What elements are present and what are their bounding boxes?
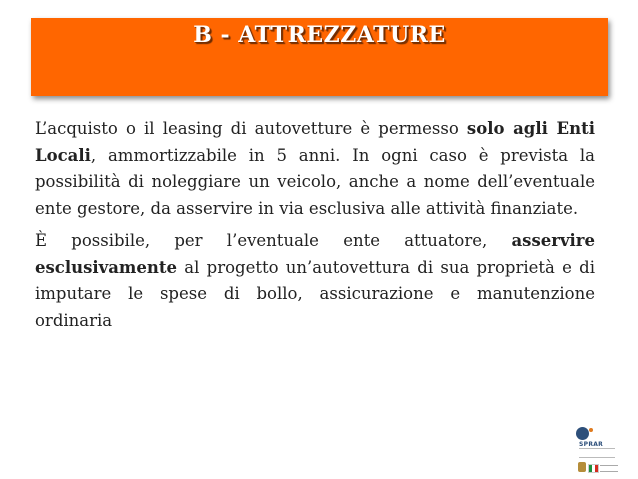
paragraph-2 (35, 228, 595, 334)
slide-title: B - ATTREZZATURE (193, 22, 446, 48)
logo-circle-icon (576, 427, 589, 440)
p1-text-1: L’acquisto o il leasing di autovetture è permesso (35, 119, 467, 138)
italian-flag-icon (588, 464, 599, 473)
sprar-logo (570, 425, 630, 475)
logo-name: SPRAR (579, 441, 604, 448)
p2-text-2: al progetto un’autovettura di sua proprietà e di imputare le spese di bollo, assicurazione e manutenzione ordinaria (35, 257, 595, 330)
logo-dot-icon (589, 428, 593, 432)
slide-body (35, 116, 595, 340)
p1-bold-1: solo agli Enti Locali (35, 119, 595, 165)
emblem-icon (578, 462, 586, 472)
title-banner (31, 18, 608, 96)
ministry-text-lines (600, 465, 618, 472)
paragraph-1 (35, 116, 595, 222)
p2-text-1: È possibile, per l’eventuale ente attuatore, (35, 231, 512, 250)
logo-subtitle-lines (579, 448, 615, 458)
p2-bold-1: asservire esclusivamente (35, 231, 595, 277)
p1-text-2: , ammortizzabile in 5 anni. In ogni caso è prevista la possibilità di noleggiare un veicolo, anche a nome dell’eventuale ente gestore, da asservire in via esclusiva alle attività finanziate. (35, 145, 595, 218)
